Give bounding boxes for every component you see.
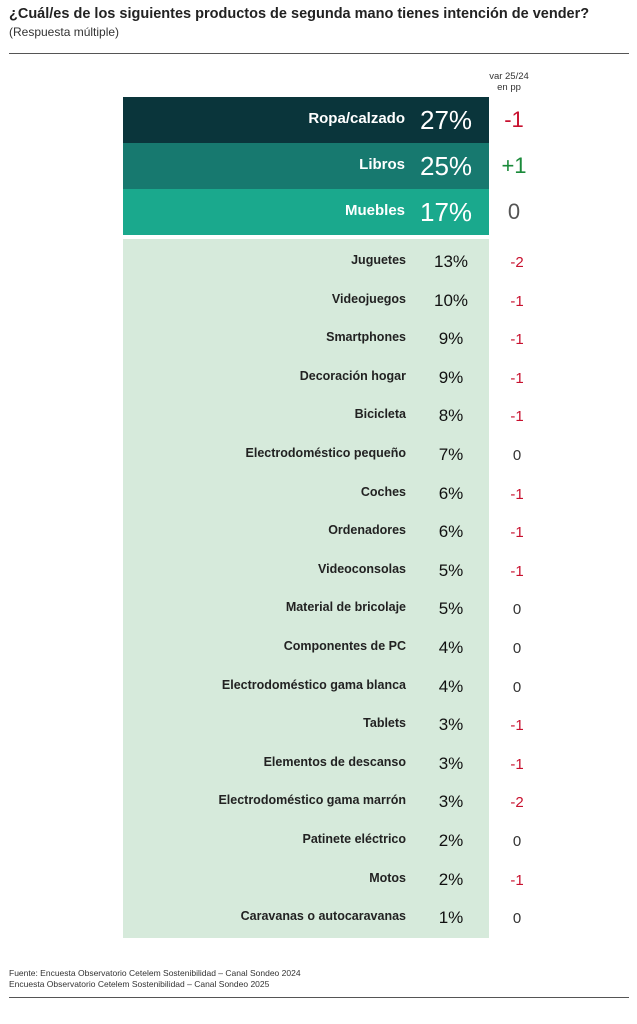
- row-variation-bicicleta: -1: [510, 408, 524, 426]
- row-value-electrodomestico-gama-marron: 3%: [438, 792, 464, 812]
- row-value: 25%: [420, 151, 473, 181]
- row-value-material-de-bricolaje: 5%: [438, 599, 464, 619]
- row-value: 17%: [420, 197, 473, 227]
- row-variation-caravanas-o-autocaravanas: 0: [512, 910, 522, 928]
- row-label-tablets: Tablets: [363, 716, 406, 731]
- row-value-ordenadores: 6%: [438, 522, 464, 542]
- row-value-videojuegos: 10%: [433, 290, 469, 310]
- top-divider: [9, 53, 629, 54]
- row-label-ordenadores: Ordenadores: [328, 523, 406, 538]
- row-value-bicicleta: 8%: [438, 406, 464, 426]
- row-variation: -1: [504, 107, 524, 132]
- row-value-caravanas-o-autocaravanas: 1%: [438, 908, 464, 928]
- row-value-electrodomestico-gama-blanca: 4%: [438, 676, 464, 696]
- row-label-bicicleta: Bicicleta: [354, 407, 406, 422]
- row-value-coches: 6%: [438, 483, 464, 503]
- row-label-patinete-electrico: Patinete eléctrico: [302, 832, 406, 846]
- row-variation-electrodomestico-gama-blanca: 0: [512, 678, 522, 696]
- row-variation-patinete-electrico: 0: [512, 833, 522, 850]
- source-footer: [9, 968, 301, 989]
- row-variation-elementos-de-descanso: -1: [510, 755, 524, 773]
- row-value-componentes-de-pc: 4%: [438, 638, 464, 657]
- row-value-motos: 2%: [438, 869, 464, 889]
- row-variation-material-de-bricolaje: 0: [512, 601, 522, 619]
- row-label-juguetes: Juguetes: [351, 253, 406, 267]
- highlight-row-ropa-calzado: [123, 97, 489, 143]
- row-variation-juguetes: -2: [510, 254, 524, 271]
- row-value: 27%: [420, 105, 473, 135]
- row-label-electrodomestico-pequeno: Electrodoméstico pequeño: [245, 446, 406, 460]
- row-variation-smartphones: -1: [510, 331, 524, 349]
- row-value-smartphones: 9%: [438, 329, 464, 349]
- row-value-videoconsolas: 5%: [438, 560, 464, 580]
- row-value-patinete-electrico: 2%: [438, 831, 464, 850]
- row-variation-decoracion-hogar: -1: [510, 369, 524, 387]
- variation-header-line-1: var 25/24: [489, 71, 529, 82]
- row-label-videojuegos: Videojuegos: [331, 291, 406, 306]
- row-value-decoracion-hogar: 9%: [438, 367, 464, 387]
- row-variation-motos: -1: [510, 871, 524, 889]
- highlight-row-muebles: [123, 189, 489, 235]
- row-value-elementos-de-descanso: 3%: [438, 753, 464, 773]
- row-variation-electrodomestico-pequeno: 0: [512, 447, 522, 464]
- source-line-2: Encuesta Observatorio Cetelem Sostenibilidad – Canal Sondeo 2025: [9, 978, 270, 989]
- row-label-motos: Motos: [369, 870, 406, 885]
- row-value-juguetes: 13%: [433, 252, 469, 271]
- chart-subtitle: (Respuesta múltiple): [9, 25, 120, 39]
- row-variation-tablets: -1: [510, 717, 524, 735]
- row-label: Ropa/calzado: [308, 110, 405, 127]
- row-label-videoconsolas: Videoconsolas: [318, 561, 406, 576]
- row-label-caravanas-o-autocaravanas: Caravanas o autocaravanas: [240, 909, 406, 924]
- row-label-elementos-de-descanso: Elementos de descanso: [263, 754, 406, 769]
- row-value-electrodomestico-pequeno: 7%: [438, 445, 464, 464]
- row-variation-electrodomestico-gama-marron: -2: [510, 794, 524, 812]
- row-label-coches: Coches: [360, 484, 406, 499]
- row-variation-componentes-de-pc: 0: [512, 640, 522, 657]
- chart-title: ¿Cuál/es de los siguientes productos de segunda mano tienes intención de vender?: [9, 6, 590, 22]
- row-variation-videoconsolas: -1: [510, 562, 524, 580]
- highlight-row-libros: [123, 143, 489, 189]
- variation-header-line-2: en pp: [497, 82, 521, 93]
- row-variation-coches: -1: [510, 485, 524, 503]
- row-label: Muebles: [344, 202, 405, 219]
- bottom-divider: [9, 997, 629, 998]
- variation-column-header: [487, 71, 531, 93]
- row-variation-videojuegos: -1: [510, 292, 524, 310]
- row-label-electrodomestico-gama-blanca: Electrodoméstico gama blanca: [221, 677, 406, 692]
- row-label-decoracion-hogar: Decoración hogar: [299, 368, 406, 383]
- row-label-material-de-bricolaje: Material de bricolaje: [285, 600, 406, 615]
- source-line-1: Fuente: Encuesta Observatorio Cetelem Sostenibilidad – Canal Sondeo 2024: [9, 968, 301, 978]
- row-variation-ordenadores: -1: [510, 524, 524, 542]
- row-variation: +1: [501, 153, 527, 178]
- row-value-tablets: 3%: [438, 715, 464, 735]
- row-label-electrodomestico-gama-marron: Electrodoméstico gama marrón: [218, 793, 406, 808]
- row-label: Libros: [359, 156, 405, 173]
- row-variation: 0: [507, 199, 521, 224]
- row-label-componentes-de-pc: Componentes de PC: [283, 639, 406, 653]
- row-label-smartphones: Smartphones: [326, 330, 406, 345]
